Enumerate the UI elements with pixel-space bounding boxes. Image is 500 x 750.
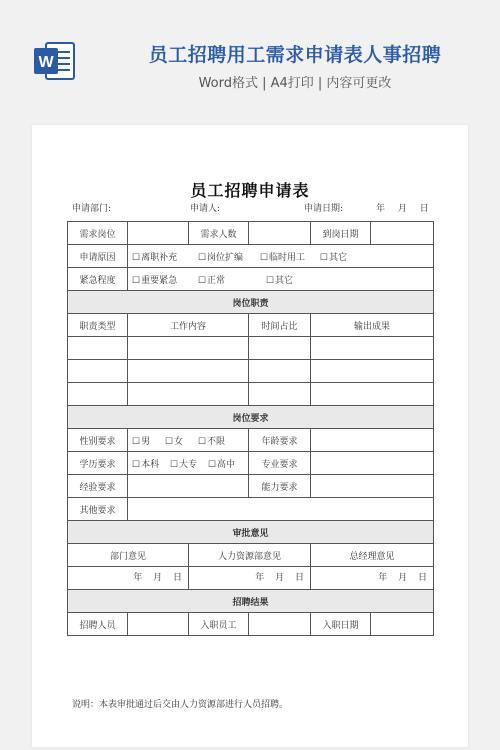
onboard-date-field[interactable] — [371, 613, 434, 636]
meta-dept-label: 申请部门: — [72, 204, 112, 214]
duty-type-cell[interactable] — [68, 337, 128, 360]
reason-checkbox-temporary[interactable]: ☐ 临时用工 — [260, 253, 305, 263]
urgency-options — [128, 268, 434, 291]
table-row — [68, 613, 434, 636]
gm-opinion-field[interactable] — [311, 567, 434, 590]
edu-checkbox-bachelor[interactable]: ☐ 本科 — [132, 460, 159, 470]
experience-label: 经验要求 — [68, 475, 128, 498]
duty-time-cell[interactable] — [249, 383, 311, 406]
gender-options — [128, 429, 249, 452]
gender-checkbox-female[interactable]: ☐ 女 — [165, 437, 183, 447]
table-row — [68, 222, 434, 245]
urgency-checkbox-normal[interactable]: ☐ 正常 — [198, 276, 225, 286]
duties-section-header: 岗位职责 — [68, 291, 434, 314]
duty-content-cell[interactable] — [128, 337, 249, 360]
reason-checkbox-replacement[interactable]: ☐ 离职补充 — [132, 253, 177, 263]
onboard-date-label: 入职日期 — [311, 613, 371, 636]
reason-options — [128, 245, 434, 268]
duty-content-cell[interactable] — [128, 383, 249, 406]
edu-checkbox-highschool[interactable]: ☐ 高中 — [208, 460, 235, 470]
document-page — [32, 125, 468, 747]
table-row — [68, 567, 434, 590]
major-field[interactable] — [311, 452, 434, 475]
hired-employee-field[interactable] — [249, 613, 311, 636]
arrival-date-label: 到岗日期 — [311, 222, 371, 245]
gm-opinion-label: 总经理意见 — [311, 544, 434, 567]
page-title: 员工招聘用工需求申请表人事招聘 — [148, 44, 442, 66]
other-req-label: 其他要求 — [68, 498, 128, 521]
hr-opinion-label: 人力资源部意见 — [189, 544, 311, 567]
duty-time-cell[interactable] — [249, 337, 311, 360]
edu-checkbox-college[interactable]: ☐ 大专 — [170, 460, 197, 470]
page-header — [0, 0, 500, 120]
result-section-header: 招聘结果 — [68, 590, 434, 613]
application-form-table — [67, 221, 434, 636]
position-label: 需求岗位 — [68, 222, 128, 245]
gm-opinion-date: 年 月 日 — [378, 573, 427, 583]
dept-opinion-date: 年 月 日 — [133, 573, 182, 583]
other-req-field[interactable] — [128, 498, 434, 521]
word-doc-icon — [32, 40, 76, 82]
gender-checkbox-male[interactable]: ☐ 男 — [132, 437, 150, 447]
duty-output-cell[interactable] — [311, 383, 434, 406]
hr-opinion-date: 年 月 日 — [255, 573, 304, 583]
table-row — [68, 498, 434, 521]
duty-content-cell[interactable] — [128, 360, 249, 383]
table-row — [68, 544, 434, 567]
ability-field[interactable] — [311, 475, 434, 498]
urgency-checkbox-other[interactable]: ☐ 其它 — [266, 276, 293, 286]
reason-label: 申请原因 — [68, 245, 128, 268]
position-field[interactable] — [128, 222, 189, 245]
table-row — [68, 429, 434, 452]
table-row — [68, 521, 434, 544]
age-field[interactable] — [311, 429, 434, 452]
duties-col-time: 时间占比 — [249, 314, 311, 337]
approval-section-header: 审批意见 — [68, 521, 434, 544]
arrival-date-field[interactable] — [371, 222, 434, 245]
form-title: 员工招聘申请表 — [190, 181, 310, 200]
table-row — [68, 245, 434, 268]
page-subtitle: Word格式 | A4打印 | 内容可更改 — [198, 76, 392, 91]
gender-label: 性别要求 — [68, 429, 128, 452]
reason-checkbox-other[interactable]: ☐ 其它 — [320, 253, 347, 263]
reason-checkbox-expansion[interactable]: ☐ 岗位扩编 — [198, 253, 243, 263]
major-label: 专业要求 — [249, 452, 311, 475]
urgency-label: 紧急程度 — [68, 268, 128, 291]
recruiter-field[interactable] — [128, 613, 189, 636]
table-row — [68, 590, 434, 613]
duty-time-cell[interactable] — [249, 360, 311, 383]
table-row — [68, 475, 434, 498]
table-row — [68, 314, 434, 337]
gender-checkbox-any[interactable]: ☐ 不限 — [198, 437, 225, 447]
meta-applicant-label: 申请人: — [190, 204, 221, 214]
table-row — [68, 268, 434, 291]
form-note: 说明：本表审批通过后交由人力资源部进行人员招聘。 — [72, 700, 289, 710]
duty-type-cell[interactable] — [68, 383, 128, 406]
recruiter-label: 招聘人员 — [68, 613, 128, 636]
duty-type-cell[interactable] — [68, 360, 128, 383]
count-field[interactable] — [249, 222, 311, 245]
count-label: 需求人数 — [189, 222, 249, 245]
hired-employee-label: 入职员工 — [189, 613, 249, 636]
education-options — [128, 452, 249, 475]
duties-col-type: 职责类型 — [68, 314, 128, 337]
education-label: 学历要求 — [68, 452, 128, 475]
table-row — [68, 337, 434, 360]
table-row — [68, 360, 434, 383]
table-row — [68, 452, 434, 475]
meta-ymd: 年 月 日 — [376, 204, 429, 214]
hr-opinion-field[interactable] — [189, 567, 311, 590]
table-row — [68, 291, 434, 314]
meta-date-label: 申请日期: — [304, 204, 344, 214]
dept-opinion-field[interactable] — [68, 567, 189, 590]
table-row — [68, 406, 434, 429]
duties-col-output: 输出成果 — [311, 314, 434, 337]
table-row — [68, 383, 434, 406]
dept-opinion-label: 部门意见 — [68, 544, 189, 567]
ability-label: 能力要求 — [249, 475, 311, 498]
requirements-section-header: 岗位要求 — [68, 406, 434, 429]
experience-field[interactable] — [128, 475, 249, 498]
duties-col-content: 工作内容 — [128, 314, 249, 337]
word-logo-letter: W — [38, 54, 54, 71]
duty-output-cell[interactable] — [311, 360, 434, 383]
age-label: 年龄要求 — [249, 429, 311, 452]
urgency-checkbox-urgent[interactable]: ☐ 重要紧急 — [132, 276, 177, 286]
duty-output-cell[interactable] — [311, 337, 434, 360]
